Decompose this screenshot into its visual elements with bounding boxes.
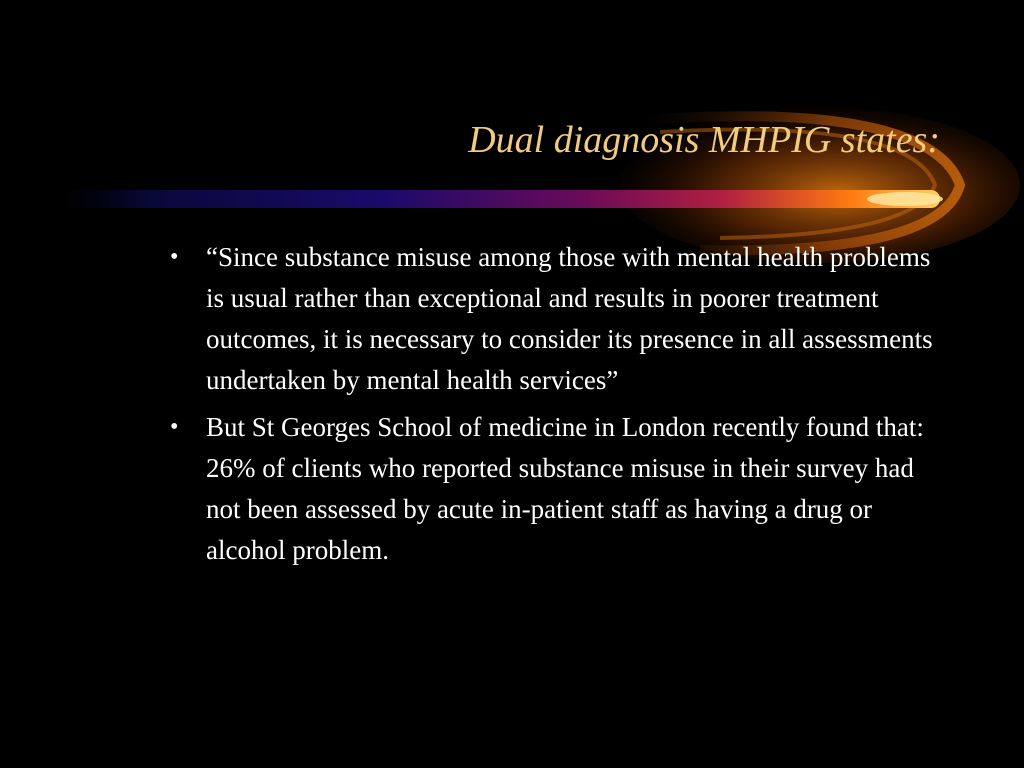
slide-title: Dual diagnosis MHPIG states: (468, 119, 940, 161)
bullet-text: But St Georges School of medicine in London recently found that: 26% of clients who reported substance misuse in their survey had not been assessed by acute in-patient staff as having a drug or alcohol problem. (206, 412, 924, 565)
bullet-marker: • (170, 244, 179, 270)
streak-highlight (867, 192, 943, 206)
streak-bar (40, 190, 940, 208)
bullet-item-1 (165, 237, 945, 401)
bullet-list (165, 237, 945, 577)
bullet-marker: • (170, 414, 179, 440)
bullet-text: “Since substance misuse among those with mental health problems is usual rather than exceptional and results in poorer treatment outcomes, it is necessary to consider its presence in all assessments undertaken by mental health services” (206, 242, 933, 395)
bullet-item-2 (165, 407, 945, 571)
